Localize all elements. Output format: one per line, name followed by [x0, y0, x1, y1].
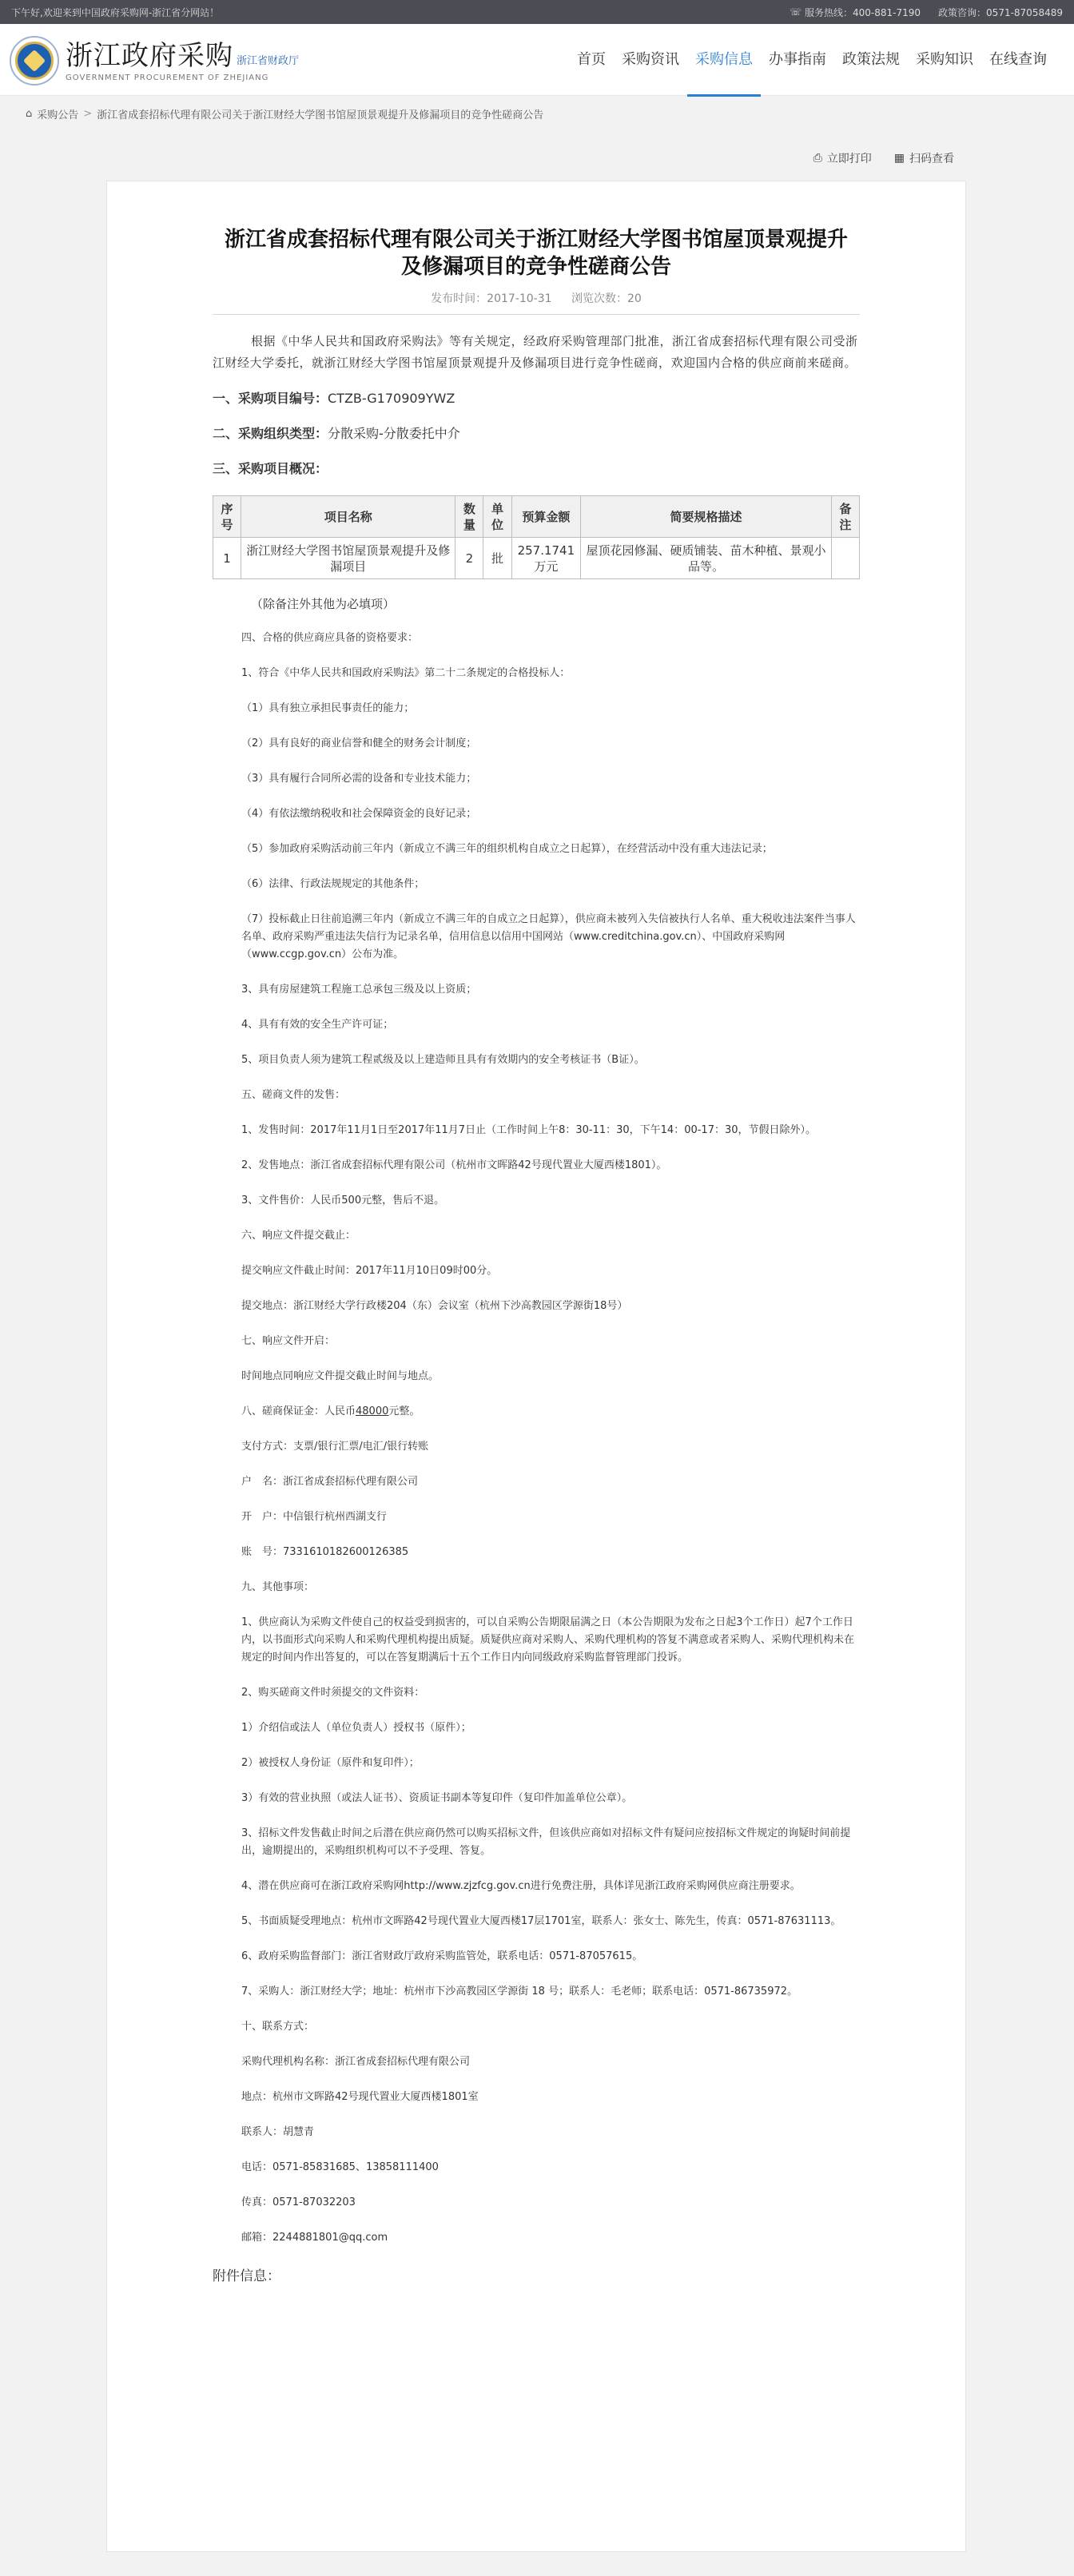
paragraph-text: 提交响应文件截止时间：2017年11月10日09时00分。 [241, 1265, 498, 1277]
paragraph-text: 2、发售地点：浙江省成套招标代理有限公司（杭州市文晖路42号现代置业大厦西楼1801）。 [241, 1159, 667, 1171]
nav-policy[interactable]: 政策法规 [842, 51, 900, 68]
scan-button[interactable] [894, 150, 954, 166]
paragraph-text: 七、响应文件开启： [241, 1335, 336, 1347]
body-paragraph [213, 2053, 860, 2071]
logo-title: 浙江政府采购 [66, 39, 233, 72]
publish-time: 发布时间：2017-10-31 [431, 292, 552, 305]
top-bar [0, 0, 1074, 24]
body-paragraph [213, 2089, 860, 2106]
required-note: （除备注外其他为必填项） [251, 597, 396, 611]
nav-news[interactable]: 采购资讯 [622, 51, 679, 68]
article-title: 浙江省成套招标代理有限公司关于浙江财经大学图书馆屋顶景观提升及修漏项目的竞争性磋商公告 [224, 228, 848, 279]
paragraph-text: 四、合格的供应商应具备的资格要求： [241, 632, 419, 644]
body-paragraph [213, 2229, 860, 2247]
body-paragraph [213, 1227, 860, 1245]
paragraph-text: 八、磋商保证金：人民币 [241, 1405, 356, 1417]
body-paragraph [213, 770, 860, 788]
project-number [213, 388, 860, 409]
body-paragraph [213, 1913, 860, 1930]
paragraph-text: 账 号：7331610182600126385 [241, 1546, 409, 1558]
body-paragraph [213, 1051, 860, 1069]
article-meta [213, 290, 860, 306]
print-button[interactable] [813, 150, 872, 166]
article-tools [813, 150, 954, 166]
policy-consult-text: 政策咨询：0571-87058489 [938, 6, 1063, 18]
hotline-text: 服务热线：400-881-7190 [805, 6, 921, 18]
paragraph-text: （2）具有良好的商业信誉和健全的财务会计制度； [241, 737, 477, 749]
body-paragraph [213, 1509, 860, 1526]
body-paragraph [213, 841, 860, 858]
nav-guide[interactable]: 办事指南 [769, 51, 826, 68]
body-paragraph [213, 2124, 860, 2141]
paragraph-text: （5）参加政府采购活动前三年内（新成立不满三年的组织机构自成立之日起算），在经营活动中没有重大违法记录； [241, 843, 773, 855]
organization-type-label: 二、采购组织类型： [213, 426, 328, 441]
cell-remark [831, 538, 859, 579]
emblem-icon [10, 36, 59, 85]
paragraph-text: 采购代理机构名称：浙江省成套招标代理有限公司 [241, 2056, 471, 2068]
hotline [790, 6, 921, 19]
paragraph-text: 7、采购人：浙江财经大学；地址：杭州市下沙高教园区学源街 18 号；联系人：毛老师；联系电话：0571-86735972。 [241, 1986, 798, 1998]
paragraph-text: 5、项目负责人须为建筑工程贰级及以上建造师且具有有效期内的安全考核证书（B证）。 [241, 1054, 645, 1066]
article-body [213, 630, 860, 2247]
phone-icon: ☏ [790, 6, 802, 18]
body-paragraph [213, 1157, 860, 1175]
article-container [106, 181, 966, 2552]
paragraph-text: 3、文件售价：人民币500元整，售后不退。 [241, 1195, 445, 1207]
title-divider [213, 314, 860, 315]
article-content [213, 181, 860, 2284]
paragraph-text: 3）有效的营业执照（或法人证书）、资质证书副本等复印件（复印件加盖单位公章）。 [241, 1792, 633, 1804]
breadcrumb-separator: > [83, 107, 93, 120]
logo-english: GOVERNMENT PROCUREMENT OF ZHEJIANG [66, 73, 269, 82]
body-paragraph [213, 1719, 860, 1737]
paragraph-text: （7）投标截止日往前追溯三年内（新成立不满三年的自成立之日起算），供应商未被列入失信被执行人名单、重大税收违法案件当事人名单、政府采购严重违法失信行为记录名单，信用信息以信用中国网站（www.creditchina.gov.cn）、中国政府采购网（www.ccgp.gov.cn）公布为准。 [241, 913, 856, 960]
body-paragraph [213, 1983, 860, 2001]
paragraph-text: 六、响应文件提交截止： [241, 1230, 356, 1242]
logo-subtitle: 浙江省财政厅 [237, 54, 300, 67]
body-paragraph [213, 1403, 860, 1421]
body-paragraph [213, 665, 860, 682]
body-paragraph [213, 1333, 860, 1350]
site-logo[interactable] [10, 36, 299, 85]
paragraph-text: 电话：0571-85831685、13858111400 [241, 2161, 439, 2173]
welcome-text: 下午好,欢迎来到中国政府采购网-浙江省分网站！ [11, 6, 220, 18]
paragraph-text: 4、潜在供应商可在浙江政府采购网http://www.zjzfcg.gov.cn进行免费注册，具体详见浙江政府采购网供应商注册要求。 [241, 1880, 801, 1892]
cell-spec: 屋顶花园修漏、硬质铺装、苗木种植、景观小品等。 [581, 538, 832, 579]
col-spec: 简要规格描述 [581, 496, 832, 538]
body-paragraph [213, 1878, 860, 1895]
deposit-amount: 48000 [356, 1405, 389, 1417]
breadcrumb [0, 96, 1074, 131]
paragraph-text: 5、书面质疑受理地点：杭州市文晖路42号现代置业大厦西楼17层1701室，联系人：张女士、陈先生，传真：0571-87631113。 [241, 1915, 841, 1927]
paragraph-text: 6、政府采购监督部门：浙江省财政厅政府采购监管处，联系电话：0571-87057615。 [241, 1950, 643, 1962]
paragraph-text: （3）具有履行合同所必需的设备和专业技术能力； [241, 773, 477, 785]
paragraph-text: 提交地点：浙江财经大学行政楼204（东）会议室（杭州下沙高教园区学源街18号） [241, 1300, 628, 1312]
paragraph-text-tail: 元整。 [388, 1405, 420, 1417]
breadcrumb-link-notices[interactable]: 采购公告 [37, 109, 79, 121]
col-quantity: 数量 [455, 496, 483, 538]
body-paragraph [213, 1122, 860, 1139]
nav-home[interactable]: 首页 [577, 51, 606, 68]
col-index: 序号 [213, 496, 241, 538]
body-paragraph [213, 1948, 860, 1966]
body-paragraph [213, 1614, 860, 1667]
cell-project-name: 浙江财经大学图书馆屋顶景观提升及修漏项目 [241, 538, 455, 579]
body-paragraph [213, 1262, 860, 1280]
paragraph-text: 邮箱：2244881801@qq.com [241, 2232, 388, 2244]
body-paragraph [213, 700, 860, 718]
project-overview-heading [213, 459, 860, 479]
paragraph-text: 联系人：胡慧青 [241, 2126, 315, 2138]
paragraph-text: 1、发售时间：2017年11月1日至2017年11月7日止（工作时间上午8：30-11：30，下午14：00-17：30，节假日除外）。 [241, 1124, 817, 1136]
main-nav [569, 24, 1055, 96]
paragraph-text: 地点：杭州市文晖路42号现代置业大厦西楼1801室 [241, 2091, 479, 2103]
organization-type-value: 分散采购-分散委托中介 [328, 426, 460, 441]
paragraph-text: 1）介绍信或法人（单位负责人）授权书（原件）； [241, 1722, 471, 1734]
nav-knowledge[interactable]: 采购知识 [916, 51, 973, 68]
paragraph-text: 户 名：浙江省成套招标代理有限公司 [241, 1476, 419, 1488]
body-paragraph [213, 1544, 860, 1561]
scan-label: 扫码查看 [909, 153, 954, 165]
paragraph-text: 传真：0571-87032203 [241, 2196, 356, 2208]
paragraph-text: 4、具有有效的安全生产许可证； [241, 1019, 394, 1031]
body-paragraph [213, 2194, 860, 2212]
col-remark: 备注 [831, 496, 859, 538]
project-overview-label: 三、采购项目概况： [213, 461, 328, 476]
nav-procurement-info[interactable]: 采购信息 [687, 24, 761, 96]
body-paragraph [213, 1473, 860, 1491]
body-paragraph [213, 1790, 860, 1807]
paragraph-text: 十、联系方式： [241, 2021, 315, 2033]
cell-unit: 批 [483, 538, 511, 579]
body-paragraph [213, 1825, 860, 1860]
print-label: 立即打印 [826, 153, 872, 165]
table-row [213, 538, 860, 579]
paragraph-text: 支付方式：支票/银行汇票/电汇/银行转账 [241, 1441, 429, 1453]
project-table [213, 495, 860, 579]
paragraph-text: 2）被授权人身份证（原件和复印件）； [241, 1757, 420, 1769]
home-icon: ⌂ [26, 107, 33, 120]
paragraph-text: （6）法律、行政法规规定的其他条件； [241, 878, 425, 890]
body-paragraph [213, 911, 860, 964]
project-number-value: CTZB-G170909YWZ [328, 391, 455, 406]
body-paragraph [213, 1368, 860, 1385]
paragraph-text: 3、招标文件发售截止时间之后潜在供应商仍然可以购买招标文件，但该供应商如对招标文件有疑问应按招标文件规定的询疑时间前提出，逾期提出的，采购组织机构可以不予受理、答复。 [241, 1827, 851, 1857]
col-unit: 单位 [483, 496, 511, 538]
organization-type [213, 423, 860, 444]
body-paragraph [213, 1684, 860, 1702]
paragraph-text: 1、供应商认为采购文件使自己的权益受到损害的，可以自采购公告期限届满之日（本公告期限为发布之日起3个工作日）起7个工作日内，以书面形式向采购人和采购代理机构提出质疑。质疑供应商对采购人、采购代理机构的答复不满意或者采购人、采购代理机构未在规定的时间内作出答复的，可以在答复期满后十五个工作日内向同级政府采购监督管理部门投诉。 [241, 1616, 855, 1664]
body-paragraph [213, 735, 860, 753]
body-paragraph [213, 2018, 860, 2036]
col-project-name: 项目名称 [241, 496, 455, 538]
body-paragraph [213, 981, 860, 999]
qrcode-icon: ▦ [893, 152, 905, 165]
body-paragraph [213, 805, 860, 823]
body-paragraph [213, 2159, 860, 2176]
printer-icon: ⎙ [813, 152, 822, 165]
paragraph-text: 2、购买磋商文件时须提交的文件资料： [241, 1687, 425, 1699]
intro-paragraph: 根据《中华人民共和国政府采购法》等有关规定，经政府采购管理部门批准，浙江省成套招标代理有限公司受浙江财经大学委托，就浙江财经大学图书馆屋顶景观提升及修漏项目进行竞争性磋商，欢迎国内合格的供应商前来磋商。 [213, 334, 858, 370]
attachment-heading: 附件信息： [213, 2268, 280, 2284]
paragraph-text: 3、具有房屋建筑工程施工总承包三级及以上资质； [241, 984, 477, 996]
cell-quantity: 2 [455, 538, 483, 579]
body-paragraph [213, 1755, 860, 1772]
header [0, 24, 1074, 96]
col-budget: 预算金额 [511, 496, 581, 538]
cell-budget: 257.1741 万元 [511, 538, 581, 579]
view-count: 浏览次数：20 [571, 292, 642, 305]
paragraph-text: 开 户：中信银行杭州西湖支行 [241, 1511, 388, 1523]
cell-index: 1 [213, 538, 241, 579]
paragraph-text: （4）有依法缴纳税收和社会保障资金的良好记录； [241, 808, 477, 820]
breadcrumb-current: 浙江省成套招标代理有限公司关于浙江财经大学图书馆屋顶景观提升及修漏项目的竞争性磋商公告 [97, 109, 544, 121]
paragraph-text: 时间地点同响应文件提交截止时间与地点。 [241, 1370, 440, 1382]
paragraph-text: 1、符合《中华人民共和国政府采购法》第二十二条规定的合格投标人： [241, 667, 571, 679]
body-paragraph [213, 630, 860, 647]
body-paragraph [213, 1087, 860, 1104]
nav-online-query[interactable]: 在线查询 [989, 51, 1047, 68]
body-paragraph [213, 876, 860, 893]
table-header-row [213, 496, 860, 538]
body-paragraph [213, 1579, 860, 1596]
paragraph-text: 五、磋商文件的发售： [241, 1089, 346, 1101]
project-number-label: 一、采购项目编号： [213, 391, 328, 406]
body-paragraph [213, 1016, 860, 1034]
body-paragraph [213, 1438, 860, 1456]
paragraph-text: 九、其他事项： [241, 1581, 315, 1593]
body-paragraph [213, 1298, 860, 1315]
paragraph-text: （1）具有独立承担民事责任的能力； [241, 702, 415, 714]
body-paragraph [213, 1192, 860, 1210]
